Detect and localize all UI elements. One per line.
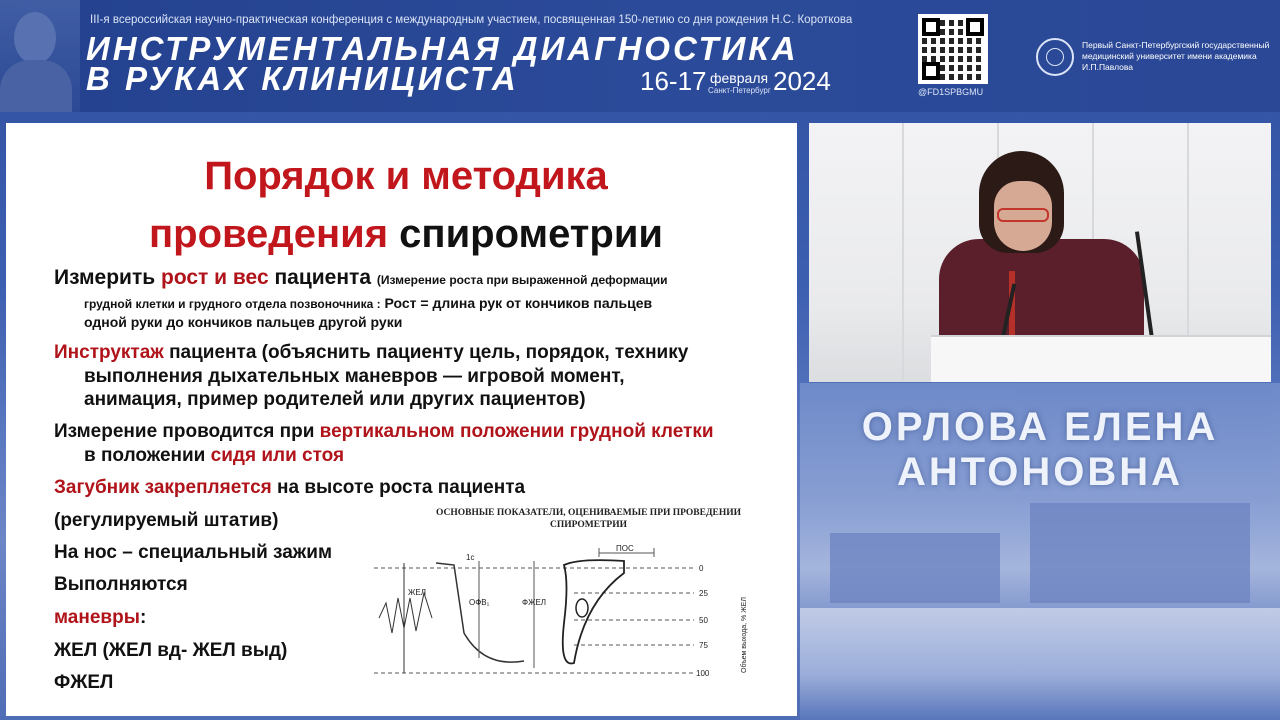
conference-header: [0, 0, 1280, 112]
bullet-measure: Измерить рост и вес пациента (Измерение роста при выраженной деформации: [54, 266, 668, 289]
bullet-measure-note: грудной клетки и грудного отдела позвоночника : Рост = длина рук от кончиков пальцев: [84, 295, 653, 311]
figure-label-fzhel: ФЖЕЛ: [522, 598, 547, 607]
bullet-measure-note2: одной руки до кончиков пальцев другой руки: [84, 314, 403, 330]
conference-year: 2024: [773, 66, 831, 96]
bullet-stand: (регулируемый штатив): [54, 510, 279, 531]
spirometry-figure: [374, 543, 754, 693]
figure-tick-75: 75: [699, 641, 708, 650]
university-logo-icon: [1036, 38, 1074, 76]
bullet-instruction-line3: анимация, пример родителей или других пациентов): [84, 389, 586, 410]
figure-label-ofv: ОФВ₁: [469, 598, 490, 607]
bullet-noseclip: На нос – специальный зажим: [54, 542, 333, 563]
conference-title-line2: В РУКАХ КЛИНИЦИСТА: [86, 60, 519, 97]
speaker-name: ОРЛОВА ЕЛЕНА АНТОНОВНА: [861, 405, 1219, 494]
conference-month: февраля: [710, 70, 769, 86]
figure-tick-100: 100: [696, 669, 710, 678]
slide-title: Порядок и методика проведения спирометрии: [148, 154, 664, 256]
university-name: Первый Санкт-Петербургский государственный медицинский университет имени академика И.П.Павлова: [1082, 40, 1270, 72]
figure-tick-0: 0: [699, 564, 704, 573]
figure-tick-50: 50: [699, 616, 708, 625]
conference-dates: 16-17: [640, 66, 707, 96]
bullet-instruction-line2: выполнения дыхательных маневров — игровой момент,: [84, 366, 625, 387]
presentation-slide: [6, 123, 797, 716]
conference-city: Санкт-Петербург: [708, 86, 771, 95]
conference-title-line1: ИНСТРУМЕНТАЛЬНАЯ ДИАГНОСТИКА: [86, 30, 799, 67]
bullet-instruction: Инструктаж пациента (объяснить пациенту цель, порядок, технику: [54, 342, 689, 363]
bullet-position-line2: в положении сидя или стоя: [84, 445, 345, 466]
conference-subtitle: III-я всероссийская научно-практическая конференция с международным участием, посвященная 150-летию со дня рождения Н.С. Короткова: [90, 14, 853, 26]
bullet-performed: Выполняются: [54, 574, 188, 595]
figure-label-1c: 1с: [466, 553, 475, 562]
qr-code-icon: [918, 14, 988, 84]
speaker-video: [809, 123, 1271, 382]
bullet-fvc: ФЖЕЛ: [54, 672, 114, 693]
bullet-vc: ЖЕЛ (ЖЕЛ вд- ЖЕЛ выд): [54, 640, 288, 661]
figure-label-pos: ПОС: [616, 544, 634, 553]
podium: [931, 335, 1271, 382]
qr-handle: @FD1SPBGMU: [918, 87, 984, 97]
figure-label-zhel: ЖЕЛ: [408, 588, 426, 597]
speaker-figure: [939, 151, 1149, 341]
korotkov-portrait: [0, 0, 80, 112]
figure-tick-25: 25: [699, 589, 708, 598]
figure-caption: ОСНОВНЫЕ ПОКАЗАТЕЛИ, ОЦЕНИВАЕМЫЕ ПРИ ПРОВЕДЕНИИ СПИРОМЕТРИИ: [435, 508, 742, 530]
bullet-mouthpiece: Загубник закрепляется на высоте роста пациента: [54, 477, 526, 498]
bullet-position: Измерение проводится при вертикальном положении грудной клетки: [54, 421, 714, 442]
figure-axis-label: Объем выхода, % ЖЕЛ: [741, 597, 748, 673]
bullet-maneuvers: маневры:: [54, 607, 147, 628]
